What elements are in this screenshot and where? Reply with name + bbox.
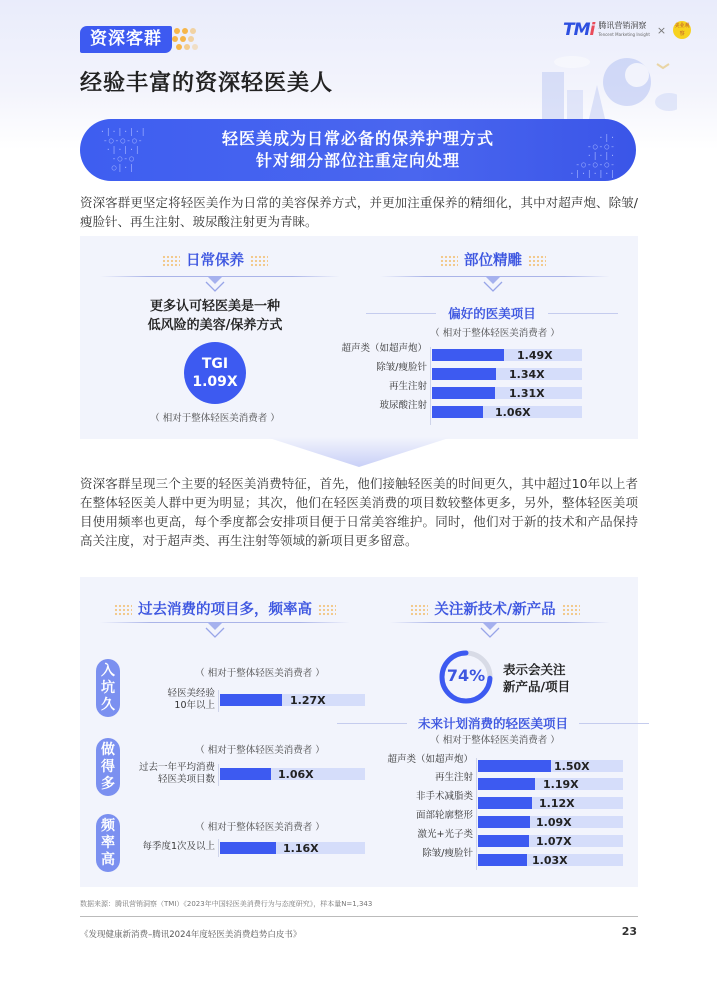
bar-value: 1.06X: [495, 406, 531, 419]
bar-value: 1.49X: [517, 349, 553, 362]
note: （ 相对于整体轻医美消费者 ）: [195, 822, 325, 833]
bar-fill: [478, 760, 551, 772]
heading-new-tech: 关注新技术/新产品: [380, 598, 610, 619]
heading-daily-care: 日常保养: [80, 249, 350, 270]
bar-value: 1.27X: [290, 694, 326, 707]
bar-fill: [220, 768, 271, 780]
banner-line-2: 针对细分部位注重定向处理: [255, 151, 460, 170]
bar-label: 再生注射: [434, 772, 473, 783]
chart-axis: [218, 839, 219, 857]
data-source: 数据来源：腾讯营销洞察（TMI）《2023年中国轻医美消费行为与态度研究》，样本量N=1,343: [80, 900, 373, 908]
bar-value: 1.50X: [554, 760, 590, 773]
bar-fill: [432, 349, 504, 361]
heading-past-consumption: 过去消费的项目多，频率高: [80, 598, 370, 619]
note: （ 相对于整体轻医美消费者 ）: [150, 413, 280, 424]
footer-divider: [80, 916, 638, 917]
note: （ 相对于整体轻医美消费者 ）: [430, 328, 560, 339]
panel-consumption: [80, 577, 638, 887]
banner-dots-left: ·|·|·|·| -○-○-○- ·|·|·| -○-○ ○|·|: [100, 127, 147, 172]
chart-axis: [430, 347, 431, 425]
chart-axis: [218, 690, 219, 712]
tgi-circle: TGI 1.09X: [184, 342, 246, 404]
bar-value: 1.31X: [509, 387, 545, 400]
ring-statement: 表示会关注 新产品/项目: [503, 662, 571, 694]
middle-paragraph: 资深客群呈现三个主要的轻医美消费特征，首先，他们接触轻医美的时间更久，其中超过10年以上者在整体轻医美人群中更为明显；其次，他们在轻医美消费的项目数较整体更多，另外，整体轻医美项目使用频率也更高，每个季度都会安排项目便于日常美容维护。同时，他们对于新的技术和产品保持高关注度，对于超声类、再生注射等领域的新项目更多留意。: [80, 476, 638, 548]
bar-fill: [478, 778, 535, 790]
banner-line-1: 轻医美成为日常必备的保养护理方式: [221, 129, 494, 148]
chart-axis: [218, 764, 219, 786]
bar-label: 非手术减脂类: [415, 791, 473, 802]
panel-daily-care: [80, 236, 638, 439]
bar-fill: [220, 694, 282, 706]
bar-value: 1.19X: [543, 778, 579, 791]
bar-fill: [478, 835, 529, 847]
pill-high-frequency: 频率高: [96, 814, 120, 872]
tag-dots-decoration: [172, 26, 206, 54]
bar-fill: [478, 816, 530, 828]
chevron-down-icon: [477, 622, 503, 640]
section-tag: 资深客群: [80, 26, 172, 53]
collab-times-icon: ×: [656, 23, 667, 37]
bar-label: 面部轮廓整形: [415, 810, 473, 821]
bar-value: 1.07X: [536, 835, 572, 848]
header-illustration: [447, 40, 677, 130]
bar-value: 1.34X: [509, 368, 545, 381]
bar-value: 1.09X: [536, 816, 572, 829]
bar-fill: [478, 854, 527, 866]
chevron-down-icon: [202, 622, 228, 640]
bar-fill: [432, 406, 483, 418]
bar-label: 轻医美经验 10年以上: [167, 688, 215, 711]
bar-value: 1.12X: [539, 797, 575, 810]
partner-badge-icon: 美业观察: [674, 23, 690, 37]
banner-dots-right: ·|· -○-○- ·|·|· -○-○-○- ·|·|·|·|: [569, 133, 616, 178]
bar-label: 再生注射: [388, 381, 427, 392]
chevron-down-icon: [480, 276, 506, 294]
bar-label: 过去一年平均消费 轻医美项目数: [138, 762, 215, 785]
bar-fill: [478, 797, 532, 809]
bar-fill: [432, 387, 495, 399]
bar-label: 超声类（如超声炮）: [341, 343, 427, 354]
note: （ 相对于整体轻医美消费者 ）: [195, 668, 325, 679]
subheading-preferred: 偏好的医美项目: [442, 304, 542, 322]
bar-label: 每季度1次及以上: [142, 841, 215, 852]
chart-axis: [476, 758, 477, 870]
donut-value: 74%: [446, 666, 486, 685]
brand-logo: [563, 20, 691, 40]
note: （ 相对于整体轻医美消费者 ）: [430, 735, 560, 746]
bar-value: 1.06X: [278, 768, 314, 781]
headline-banner: [80, 119, 636, 181]
note: （ 相对于整体轻医美消费者 ）: [195, 745, 325, 756]
bar-label: 玻尿酸注射: [379, 400, 427, 411]
subheading-future-plans: 未来计划消费的轻医美项目: [413, 714, 573, 732]
chevron-down-icon: [202, 276, 228, 294]
pill-long-experience: 入坑久: [96, 659, 120, 717]
publication-title: 《发现健康新消费–腾讯2024年度轻医美消费趋势白皮书》: [80, 930, 302, 940]
bar-label: 除皱/瘦脸针: [376, 362, 427, 373]
bar-label: 超声类（如超声炮）: [387, 754, 473, 765]
page-number: 23: [621, 925, 637, 938]
bar-value: 1.03X: [532, 854, 568, 867]
logo-text: 腾讯营销洞察 Tencent Marketing Insight: [598, 21, 650, 37]
page-title: 经验丰富的资深轻医美人: [80, 71, 334, 96]
bar-value: 1.16X: [283, 842, 319, 855]
pill-more-items: 做得多: [96, 738, 120, 796]
bar-fill: [432, 368, 496, 380]
heading-targeted-care: 部位精雕: [358, 249, 628, 270]
intro-paragraph: 资深客群更坚定将轻医美作为日常的美容保养方式，并更加注重保养的精细化，其中对超声炮、除皱/瘦脸针、再生注射、玻尿酸注射更为青睐。: [80, 195, 638, 229]
bar-label: 激光+光子类: [417, 829, 473, 840]
bar-label: 除皱/瘦脸针: [422, 848, 473, 859]
tmi-logo-icon: TMi: [563, 20, 595, 40]
bar-fill: [220, 842, 276, 854]
statement: 更多认可轻医美是一种 低风险的美容/保养方式: [147, 299, 283, 333]
